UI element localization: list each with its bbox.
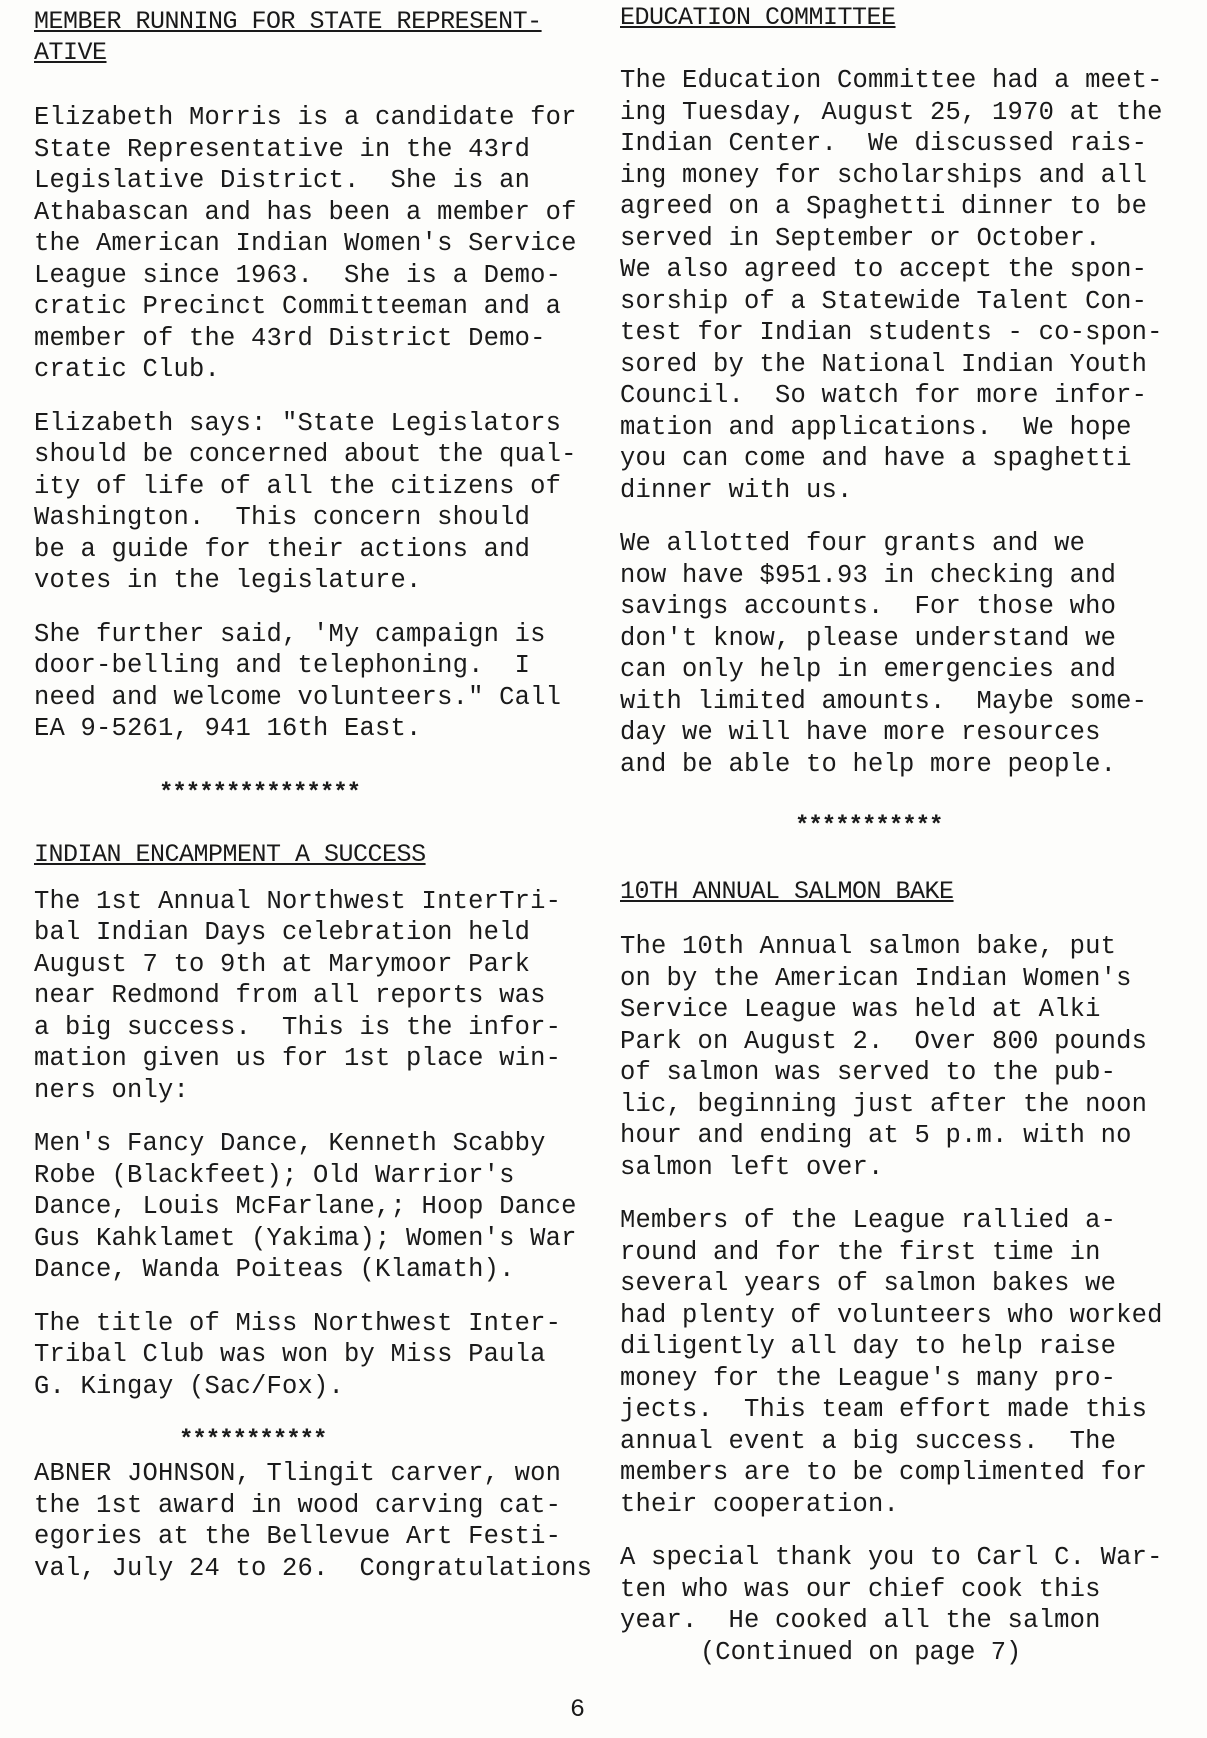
paragraph-morris-candidate: Elizabeth Morris is a candidate for State Representative in the 43rd Legislative District. She is an Athabascan and has been a member of the American Indian Women's Service League since 1963. She is a Demo- cratic Precinct Committeeman and a member of the 43rd District Demo- cratic Club.	[34, 103, 577, 384]
headline-education-committee: EDUCATION COMMITTEE	[620, 3, 896, 32]
paragraph-salmon-bake-details: The 10th Annual salmon bake, put on by the American Indian Women's Service League was held at Alki Park on August 2. Over 800 pounds of salmon was served to the pub- lic, beginning just after the noon hour and ending at 5 p.m. with no salmon left over.	[620, 932, 1148, 1182]
paragraph-miss-northwest: The title of Miss Northwest Inter- Tribal Club was won by Miss Paula G. Kingay (Sac/Fox).	[34, 1308, 562, 1401]
headline-salmon-bake: 10TH ANNUAL SALMON BAKE	[620, 877, 954, 906]
continued-note: (Continued on page 7)	[700, 1637, 1022, 1667]
paragraph-education-meeting: The Education Committee had a meet- ing Tuesday, August 25, 1970 at the Indian Center. We discussed rais- ing money for scholarships and all agreed on a Spaghetti dinner to be served in September or October. We also agreed to accept the spon- sorship of a Statewide Talent Con- test for Indian students - co-spon- sored by the National Indian Youth Council. So watch for more infor- mation and applications. We hope you can come and have a spaghetti dinner with us.	[620, 66, 1163, 505]
paragraph-morris-campaign: She further said, 'My campaign is door-belling and telephoning. I need and welcome volunteers." Call EA 9-5261, 941 16th East.	[34, 619, 562, 743]
paragraph-abner-johnson: ABNER JOHNSON, Tlingit carver, won the 1st award in wood carving cat- egories at the Bellevue Art Festi- val, July 24 to 26. Congratulations	[34, 1459, 593, 1583]
paragraph-morris-quote: Elizabeth says: "State Legislators should be concerned about the qual- ity of life of all the citizens of Washington. This concern should be a guide for their actions and votes in the legislature.	[34, 408, 577, 595]
paragraph-league-volunteers: Members of the League rallied a- round and for the first time in several years of salmon bakes we had plenty of volunteers who worked diligently all day to help raise money for the League's many pro- jects. This team effort made this annual event a big success. The members are to be complimented for their cooperation.	[620, 1206, 1163, 1519]
section-separator: ***********	[179, 1427, 327, 1454]
headline-indian-encampment: INDIAN ENCAMPMENT A SUCCESS	[34, 839, 426, 869]
paragraph-grants: We allotted four grants and we now have $951.93 in checking and savings accounts. For those who don't know, please understand we can only help in emergencies and with limited amounts. Maybe some- day we will have more resources and be able to help more people.	[620, 529, 1148, 779]
section-separator: ***********	[795, 813, 943, 840]
left-column	[34, 0, 614, 1584]
right-column	[620, 0, 1180, 1668]
headline-member-running: MEMBER RUNNING FOR STATE REPRESENT- ATIVE	[34, 7, 542, 67]
paragraph-thank-you: A special thank you to Carl C. War- ten who was our chief cook this year. He cooked all the salmon	[620, 1543, 1163, 1635]
paragraph-dance-winners: Men's Fancy Dance, Kenneth Scabby Robe (Blackfeet); Old Warrior's Dance, Louis McFarlane,; Hoop Dance Gus Kahklamet (Yakima); Women's War Dance, Wanda Poiteas (Klamath).	[34, 1129, 577, 1284]
paragraph-intertribal-days: The 1st Annual Northwest InterTri- bal Indian Days celebration held August 7 to 9th at Marymoor Park near Redmond from all reports was a big success. This is the infor- mation given us for 1st place win- ners only:	[34, 886, 562, 1105]
page-number: 6	[570, 1695, 586, 1724]
section-separator: ***************	[159, 779, 361, 807]
